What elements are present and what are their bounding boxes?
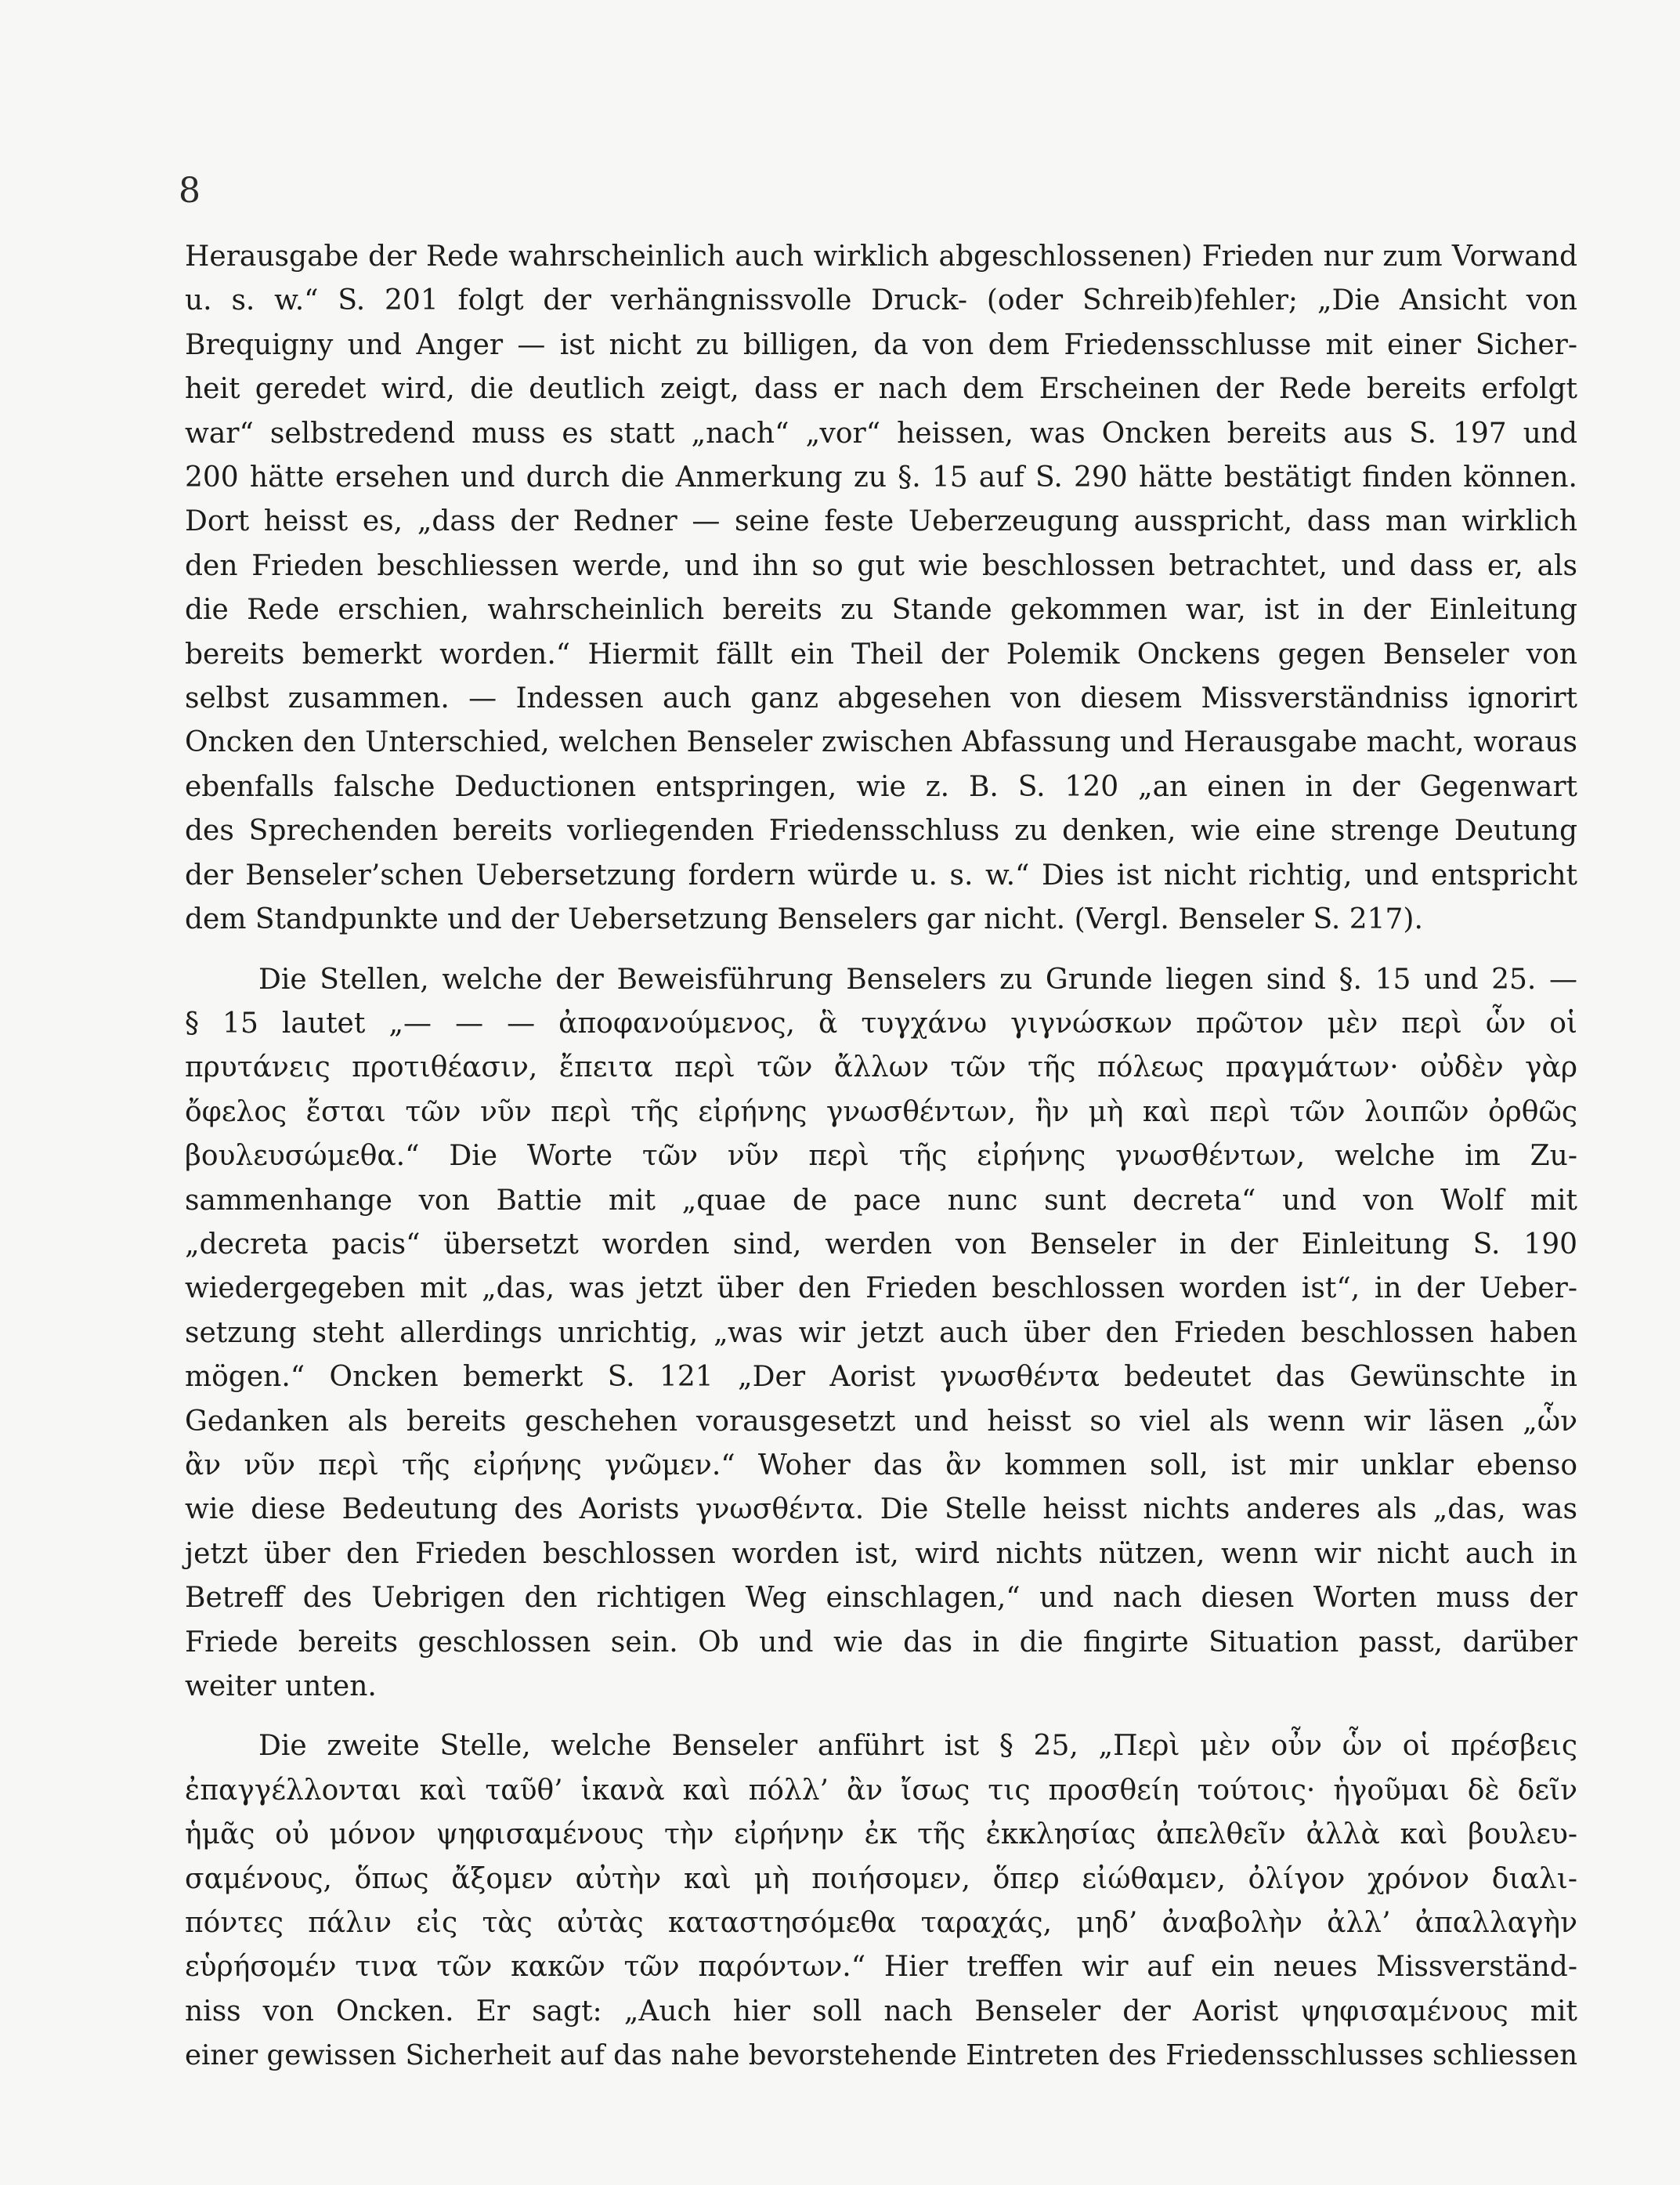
text-line: bereits bemerkt worden.“ Hiermit fällt ein Theil der Polemik Onckens gegen Benseler von: [185, 638, 1577, 671]
text-line: sammenhange von Battie mit „quae de pace nunc sunt decreta“ und von Wolf mit: [185, 1184, 1577, 1217]
text-line: Oncken den Unterschied, welchen Benseler zwischen Abfassung und Herausgabe macht, woraus: [185, 726, 1577, 759]
page-number: 8: [179, 171, 201, 211]
text-line: Brequigny und Anger — ist nicht zu billigen, da von dem Friedensschlusse mit einer Sicher-: [185, 328, 1577, 361]
text-line: des Sprechenden bereits vorliegenden Friedensschluss zu denken, wie eine strenge Deutung: [185, 815, 1577, 848]
text-line: u. s. w.“ S. 201 folgt der verhängnissvolle Druck- (oder Schreib)fehler; „Die Ansicht von: [185, 284, 1577, 317]
text-line: den Frieden beschliessen werde, und ihn so gut wie beschlossen betrachtet, und dass er, als: [185, 549, 1577, 582]
text-line: heit geredet wird, die deutlich zeigt, dass er nach dem Erscheinen der Rede bereits erfolgt: [185, 373, 1577, 406]
text-line: Die zweite Stelle, welche Benseler anführt ist § 25, „Περὶ μὲν οὖν ὧν οἱ πρέσβεις: [258, 1730, 1577, 1763]
text-line: weiter unten.: [185, 1670, 377, 1702]
text-line: ἂν νῦν περὶ τῆς εἰρήνης γνῶμεν.“ Woher das ἂν kommen soll, ist mir unklar ebenso: [185, 1449, 1577, 1481]
text-line: ὄφελος ἔσται τῶν νῦν περὶ τῆς εἰρήνης γνωσθέντων, ἢν μὴ καὶ περὶ τῶν λοιπῶν ὀρθῶς: [185, 1095, 1577, 1128]
text-line: Gedanken als bereits geschehen vorausgesetzt und heisst so viel als wenn wir läsen „ὧν: [185, 1405, 1577, 1438]
paragraph-3: [185, 1724, 1577, 2078]
text-line: mögen.“ Oncken bemerkt S. 121 „Der Aorist γνωσθέντα bedeutet das Gewünschte in: [185, 1361, 1577, 1394]
text-line: „decreta pacis“ übersetzt worden sind, werden von Benseler in der Einleitung S. 190: [185, 1228, 1577, 1261]
text-line: Betreff des Uebrigen den richtigen Weg einschlagen,“ und nach diesen Worten muss der: [185, 1582, 1577, 1615]
text-line: niss von Oncken. Er sagt: „Auch hier soll nach Benseler der Aorist ψηφισαμένους mit: [185, 1995, 1577, 2028]
text-line: wie diese Bedeutung des Aorists γνωσθέντα. Die Stelle heisst nichts anderes als „das, was: [185, 1493, 1577, 1526]
text-line: selbst zusammen. — Indessen auch ganz abgesehen von diesem Missverständniss ignorirt: [185, 682, 1577, 715]
text-line: der Benseler’schen Uebersetzung fordern würde u. s. w.“ Dies ist nicht richtig, und entspricht: [185, 859, 1577, 892]
text-line: die Rede erschien, wahrscheinlich bereits zu Stande gekommen war, ist in der Einleitung: [185, 594, 1577, 627]
text-line: βουλευσώμεθα.“ Die Worte τῶν νῦν περὶ τῆς εἰρήνης γνωσθέντων, welche im Zu-: [185, 1140, 1577, 1173]
text-line: war“ selbstredend muss es statt „nach“ „vor“ heissen, was Oncken bereits aus S. 197 und: [185, 417, 1577, 450]
text-line: ἡμᾶς οὐ μόνον ψηφισαμένους τὴν εἰρήνην ἐκ τῆς ἐκκλησίας ἀπελθεῖν ἀλλὰ καὶ βουλευ-: [185, 1818, 1577, 1851]
text-line: Dort heisst es, „dass der Redner — seine feste Ueberzeugung ausspricht, dass man wirklich: [185, 505, 1577, 538]
text-line: jetzt über den Frieden beschlossen worden ist, wird nichts nützen, wenn wir nicht auch in: [185, 1537, 1577, 1570]
text-line: wiedergegeben mit „das, was jetzt über den Frieden beschlossen worden ist“, in der Ueber-: [185, 1272, 1577, 1305]
text-line: πρυτάνεις προτιθέασιν, ἔπειτα περὶ τῶν ἄλλων τῶν τῆς πόλεως πραγμάτων· οὐδὲν γὰρ: [185, 1051, 1577, 1084]
text-line: ἐπαγγέλλονται καὶ ταῦθ’ ἱκανὰ καὶ πόλλ’ ἂν ἴσως τις προσθείη τούτοις· ἡγοῦμαι δὲ δεῖν: [185, 1774, 1577, 1807]
paragraph-1: [185, 235, 1577, 942]
text-line: εὑρήσομέν τινα τῶν κακῶν τῶν παρόντων.“ Hier treffen wir auf ein neues Missverständ-: [185, 1951, 1577, 1984]
text-line: Friede bereits geschlossen sein. Ob und wie das in die fingirte Situation passt, darüber: [185, 1626, 1577, 1659]
text-line: σαμένους, ὅπως ἄξομεν αὐτὴν καὶ μὴ ποιήσομεν, ὅπερ εἰώθαμεν, ὀλίγον χρόνον διαλι-: [185, 1862, 1577, 1895]
paragraph-2: [185, 958, 1577, 1709]
body-text: [185, 235, 1577, 2078]
text-line: Herausgabe der Rede wahrscheinlich auch wirklich abgeschlossenen) Frieden nur zum Vorwand: [185, 241, 1577, 273]
text-line: § 15 lautet „— — — ἀποφανούμενος, ἃ τυγχάνω γιγνώσκων πρῶτον μὲν περὶ ὧν οἱ: [185, 1007, 1577, 1040]
text-line: 200 hätte ersehen und durch die Anmerkung zu §. 15 auf S. 290 hätte bestätigt finden können.: [185, 461, 1577, 494]
text-line: πόντες πάλιν εἰς τὰς αὐτὰς καταστησόμεθα ταραχάς, μηδ’ ἀναβολὴν ἀλλ’ ἀπαλλαγὴν: [185, 1907, 1577, 1940]
text-line: einer gewissen Sicherheit auf das nahe bevorstehende Eintreten des Friedensschlusses schliessen: [185, 2039, 1578, 2072]
text-line: dem Standpunkte und der Uebersetzung Benselers gar nicht. (Vergl. Benseler S. 217).: [185, 903, 1423, 936]
text-line: Die Stellen, welche der Beweisführung Benselers zu Grunde liegen sind §. 15 und 25. —: [258, 963, 1577, 996]
text-line: setzung steht allerdings unrichtig, „was wir jetzt auch über den Frieden beschlossen haben: [185, 1316, 1577, 1349]
text-line: ebenfalls falsche Deductionen entspringen, wie z. B. S. 120 „an einen in der Gegenwart: [185, 770, 1577, 803]
